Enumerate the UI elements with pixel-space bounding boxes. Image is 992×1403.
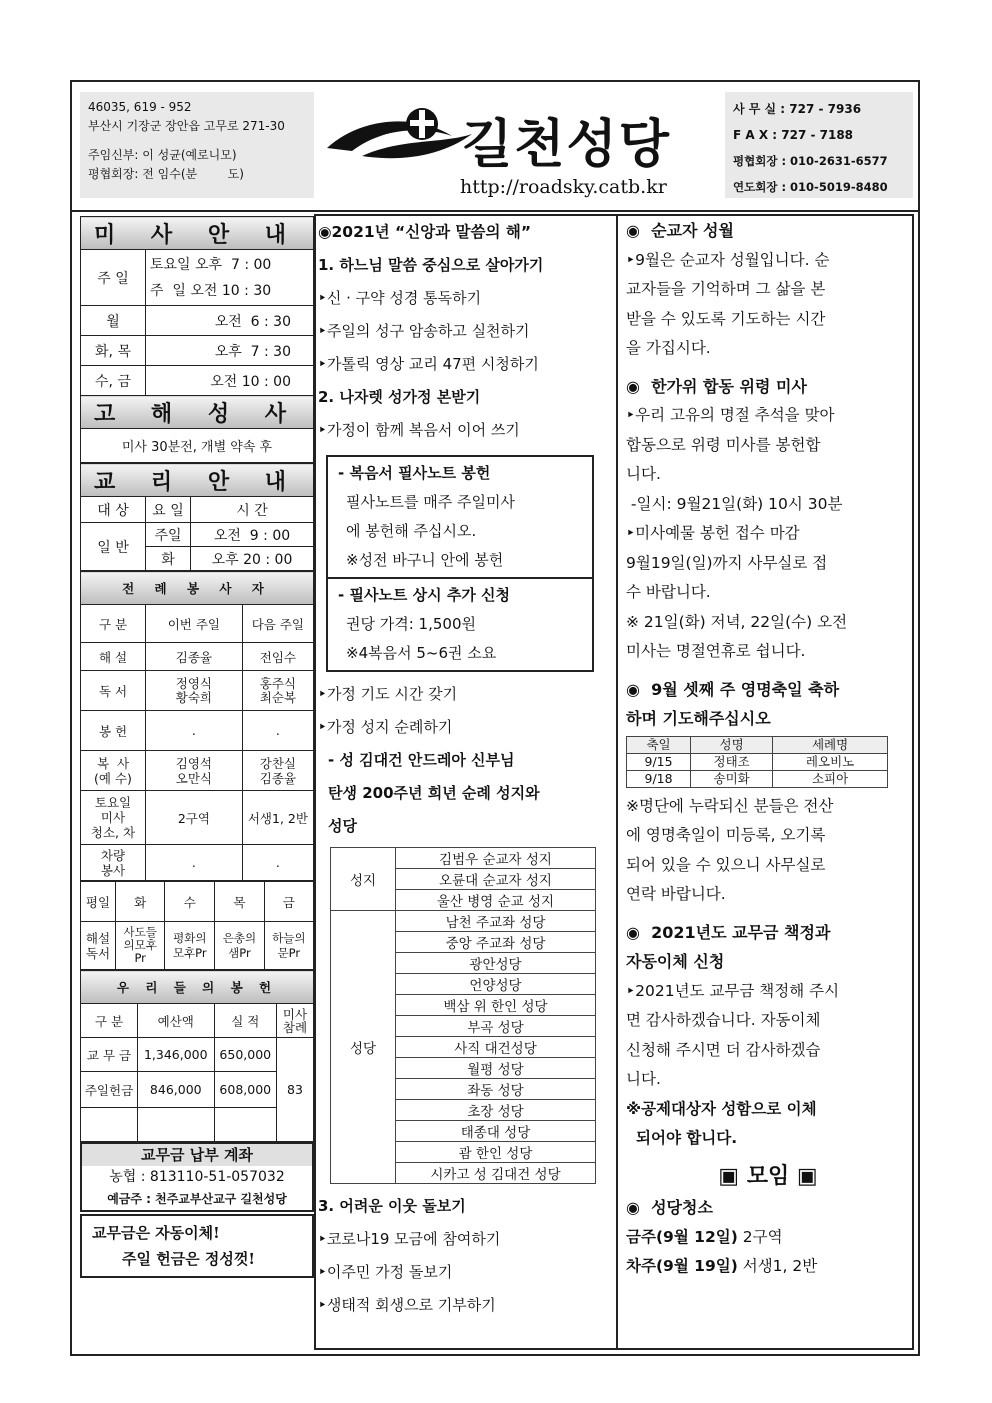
list-item: ‣가정이 함께 복음서 이어 쓰기 [318,421,520,439]
text-line: 교자들을 기억하며 그 삶을 본 [626,280,826,298]
feast-col: 성명 [691,736,773,753]
server-next: 서생1, 2반 [242,791,313,845]
offering-budget: 1,346,000 [138,1038,215,1072]
text-line: ‣9월은 순교자 성월입니다. 순 [626,250,830,269]
text-line: 을 가집시다. [626,339,711,357]
notebook-request-box [326,579,594,672]
church-name: 중앙 주교좌 성당 [396,932,596,953]
sunday-mass: 주 일 오전 10 : 30 [150,282,272,299]
sunday-label: 주 일 [81,250,146,306]
tithe-title: 자동이체 신청 [626,952,725,971]
slogan-line-2: 주일 헌금은 정성껏! [122,1250,255,1268]
offering-actual: 608,000 [214,1072,276,1108]
text-line: 9월19일(일)까지 사무실로 접 [626,553,828,572]
shrine-label: 성지 [331,848,396,911]
col-div: 구 분 [81,1004,138,1038]
council-phone: 평협회장 : 010-2631-6577 [733,154,888,168]
youth-phone: 연도회장 : 010-5019-8480 [733,180,888,194]
offering-actual: 650,000 [214,1038,276,1072]
servers-table [80,571,314,881]
col-actual: 실 적 [214,1004,276,1038]
shrine-name: 오륜대 순교자 성지 [396,869,596,890]
tithe-title: ◉ 2021년도 교무금 책정과 [626,922,831,942]
payment-box [80,1142,314,1212]
col-role: 구 분 [81,605,146,643]
church-name: 남천 주교좌 성당 [396,911,596,932]
meetings-title: ▣ 모임 ▣ [718,1163,818,1189]
col-mass: 미사 참례 [277,1004,314,1038]
list-item: ‣가정 기도 시간 갖기 [318,685,458,703]
weekday-head: 화 [116,882,165,922]
cleaning-label: 금주(9월 12일) [626,1227,738,1246]
church-name: 광안성당 [396,953,596,974]
memorial-mass-title: ◉ 한가위 합동 위령 미사 [626,376,807,396]
mass-time: 오전 10 : 00 [146,366,314,396]
feast-baptism: 소피아 [773,770,888,787]
text-line: 수 바랍니다. [626,583,711,601]
text-line: 되어 있을 수 있으니 사무실로 [626,855,826,874]
text-line: 니다. [626,1070,661,1088]
parish-title: 길천성당 [462,114,671,175]
cleaning-label: 차주(9월 19일) [626,1257,738,1275]
confession-title: 고 해 성 사 [81,396,314,429]
bulletin-page [70,80,920,1356]
list-item: ‣신 · 구약 성경 통독하기 [318,289,482,307]
offering-label: 교 무 금 [81,1038,138,1072]
text-line: 에 영명축일이 미등록, 오기록 [626,826,826,844]
list-item: ‣주일의 성구 암송하고 실천하기 [318,322,530,340]
weekday-val: 사도들 의모후 Pr [116,922,165,970]
catechism-time: 오전 9 : 00 [191,523,314,547]
offering-table [80,970,314,1142]
payment-title: 교무금 납부 계좌 [82,1144,312,1166]
middle-column [318,216,610,1322]
text-line: 미사는 명절연휴로 쉽니다. [626,642,806,660]
mass-day: 월 [81,306,146,336]
server-role: 독 서 [81,671,146,711]
list-item: ‣가톨릭 영상 교리 47편 시청하기 [318,355,539,373]
section-2-title: 2. 나자렛 성가정 본받기 [318,388,481,406]
church-name: 월평 성당 [396,1058,596,1079]
server-this: 2구역 [146,791,243,845]
mass-title: 미 사 안 내 [81,217,314,250]
pilgrimage-table [330,847,596,1184]
church-name: 시카고 성 김대건 성당 [396,1163,596,1184]
server-role: 토요일 미사 청소, 차 [81,791,146,845]
offering-budget: 846,000 [138,1072,215,1108]
saturday-mass: 토요일 오후 7 : 00 [150,256,272,273]
text-line: 면 감사하겠습니다. 자동이체 [626,1011,821,1029]
feast-col: 축일 [627,736,691,753]
postal-code: 46035, 619 - 952 [88,100,192,114]
server-next: 강찬실 김종율 [242,751,313,791]
shrine-name: 김범우 순교자 성지 [396,848,596,869]
cleaning-title: ◉ 성당청소 [626,1198,713,1217]
column-divider [616,214,618,1350]
text-line: ‣2021년도 교무금 책정해 주시 [626,981,840,1000]
church-name: 언양성당 [396,974,596,995]
server-role: 차량 봉사 [81,845,146,881]
mass-attendance: 83 [277,1038,314,1142]
server-this: . [146,711,243,751]
section-1-title: 1. 하느님 말씀 중심으로 살아가기 [318,256,544,274]
box-text: ※4복음서 5~6권 소요 [346,644,497,662]
feast-date: 9/15 [627,753,691,770]
church-name: 부곡 성당 [396,1016,596,1037]
church-name: 태종대 성당 [396,1121,596,1142]
server-this: 김종율 [146,643,243,671]
cleaning-value: 2구역 [737,1227,783,1246]
list-item: ‣이주민 가정 돌보기 [318,1263,453,1281]
catechism-day: 화 [146,547,191,571]
offering-title: 우 리 들 의 봉 헌 [81,971,314,1004]
box-text: 에 봉헌해 주십시오. [346,522,477,540]
cleaning-value: 서생1, 2반 [737,1257,818,1275]
weekday-head: 목 [215,882,264,922]
office-phone: 사 무 실 : 727 - 7936 [733,102,862,116]
col-budget: 예산액 [138,1004,215,1038]
payment-account: 농협 : 813110-51-057032 [109,1169,285,1185]
list-item: ‣생태적 회생으로 기부하기 [318,1296,496,1314]
section-3-title: 3. 어려운 이웃 돌보기 [318,1197,466,1215]
mass-time: 오전 6 : 30 [146,306,314,336]
server-next: 전임수 [242,643,313,671]
shrine-name: 울산 병영 순교 성지 [396,890,596,911]
left-column [80,216,314,1278]
col-target: 대 상 [81,497,146,523]
col-time: 시 간 [191,497,314,523]
weekday-val: 평화의 모후Pr [165,922,215,970]
text-line: ‣우리 고유의 명절 추석을 맞아 [626,406,835,424]
weekday-servers-table [80,881,314,970]
feast-title: ◉ 9월 셋째 주 영명축일 축하 [626,679,840,699]
slogan [80,1214,314,1278]
fax: F A X : 727 - 7188 [733,128,854,142]
address: 부산시 기장군 장안읍 고무로 271-30 [88,119,285,133]
council-head: 평협회장: 전 임수(분 도) [88,167,244,181]
weekday-head: 수 [165,882,215,922]
box-text: 필사노트를 매주 주일미사 [346,493,515,511]
feast-date: 9/18 [627,770,691,787]
church-name: 초장 성당 [396,1100,596,1121]
list-item: ‣가정 성지 순례하기 [318,718,453,736]
list-item: ‣코로나19 모금에 참여하기 [318,1230,501,1248]
text-line: 연락 바랍니다. [626,885,726,903]
text-line: -일시: 9월21일(화) 10시 30분 [626,494,843,513]
tithe-note: 되어야 합니다. [636,1129,738,1147]
cleaning-next-week [626,1252,910,1282]
text-line: 니다. [626,465,661,483]
mass-table [80,216,314,463]
feast-name: 송미화 [691,770,773,787]
server-next: . [242,711,313,751]
mass-day: 수, 금 [81,366,146,396]
church-name: 괌 한인 성당 [396,1142,596,1163]
catechism-table [80,463,314,571]
text-line: 받을 수 있도록 기도하는 시간 [626,309,826,328]
server-role: 해 설 [81,643,146,671]
text-line: ※명단에 누락되신 분들은 전산 [626,796,834,815]
feast-table [626,736,888,788]
year-theme-title: ◉2021년 “신앙과 말씀의 해” [318,223,532,241]
weekday-val: 은총의 샘Pr [215,922,264,970]
church-name: 백삼 위 한인 성당 [396,995,596,1016]
col-this-week: 이번 주일 [146,605,243,643]
church-name: 좌동 성당 [396,1079,596,1100]
parish-url[interactable]: http://roadsky.catb.kr [460,176,667,198]
content-area [78,214,914,1352]
feast-title: 하며 기도해주십시오 [626,709,771,728]
feast-baptism: 레오비노 [773,753,888,770]
pilgrimage-line: 탄생 200주년 희년 순례 성지와 [328,784,540,802]
server-next: . [242,845,313,881]
slogan-line-1: 교무금은 자동이체! [92,1224,220,1242]
server-next: 홍주식 최순복 [242,671,313,711]
catechism-time: 오후 20 : 00 [191,547,314,571]
text-line: ※ 21일(화) 저녁, 22일(수) 오전 [626,612,848,631]
server-this: 김영석 오만식 [146,751,243,791]
catechism-target: 일 반 [81,523,146,571]
church-name: 사직 대건성당 [396,1037,596,1058]
catechism-title: 교 리 안 내 [81,464,314,497]
text-line: ‣미사예물 봉헌 접수 마감 [626,524,800,542]
offering-label: 주일헌금 [81,1072,138,1108]
catechism-day: 주일 [146,523,191,547]
church-label: 성당 [331,911,396,1184]
contact-box [725,92,913,198]
address-box [80,92,314,198]
text-line: 신청해 주시면 더 감사하겠습 [626,1040,821,1059]
pilgrimage-line: - 성 김대건 안드레아 신부님 [328,751,515,769]
col-day: 요 일 [146,497,191,523]
tithe-note: ※공제대상자 성함으로 이체 [626,1099,817,1118]
weekday-role: 해설 독서 [81,922,116,970]
box-title: - 필사노트 상시 추가 신청 [338,586,511,604]
weekday-head: 평일 [81,882,116,922]
header [72,82,918,212]
weekday-val: 하늘의 문Pr [264,922,313,970]
mass-time: 오후 7 : 30 [146,336,314,366]
cleaning-this-week [626,1223,910,1253]
weekday-head: 금 [264,882,313,922]
box-title: - 복음서 필사노트 봉헌 [338,464,491,482]
pastor: 주임신부: 이 성균(예로니모) [88,148,237,162]
payment-holder: 예금주 : 천주교부산교구 길천성당 [107,1192,287,1206]
box-text: ※성전 바구니 안에 봉헌 [346,551,504,569]
confession-text: 미사 30분전, 개별 약속 후 [81,429,314,463]
pilgrimage-line: 성당 [328,817,357,835]
box-text: 권당 가격: 1,500원 [346,615,476,633]
text-line: 합동으로 위령 미사를 봉헌합 [626,435,821,454]
server-this: 정영식 황숙희 [146,671,243,711]
servers-title: 전 례 봉 사 자 [81,572,314,605]
server-role: 봉 헌 [81,711,146,751]
server-role: 복 사 (예 수) [81,751,146,791]
mass-day: 화, 목 [81,336,146,366]
martyrs-month-title: ◉ 순교자 성월 [626,221,734,240]
notebook-box [326,455,594,579]
col-next-week: 다음 주일 [242,605,313,643]
feast-col: 세례명 [773,736,888,753]
feast-name: 정태조 [691,753,773,770]
right-column [626,216,910,1282]
server-this: . [146,845,243,881]
